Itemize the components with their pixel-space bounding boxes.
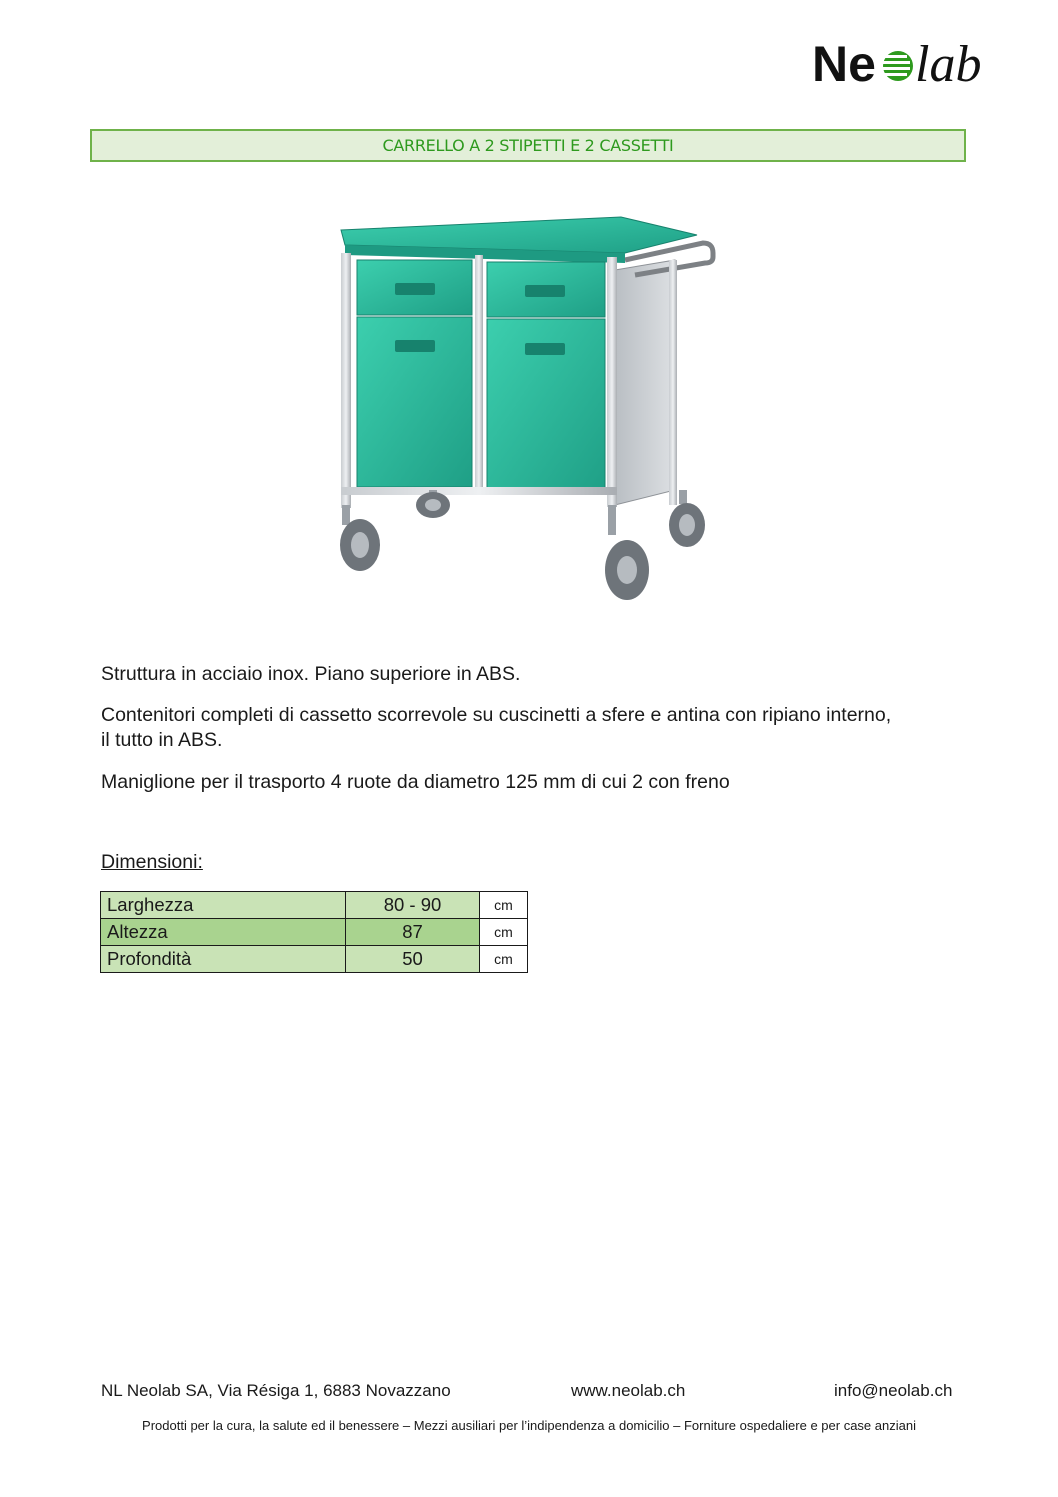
svg-text:Ne: Ne xyxy=(812,36,876,92)
dimension-value: 50 xyxy=(346,946,480,973)
dimensions-table xyxy=(100,891,528,973)
footer-address: NL Neolab SA, Via Résiga 1, 6883 Novazzano xyxy=(101,1381,451,1400)
neolab-logo-graphic xyxy=(812,34,1012,94)
dimension-unit: cm xyxy=(480,946,528,973)
dimension-value: 80 - 90 xyxy=(346,892,480,919)
neolab-logo xyxy=(812,34,1012,94)
product-image xyxy=(325,205,725,620)
table-row xyxy=(101,892,528,919)
product-title-bar xyxy=(90,129,966,162)
dimension-label: Altezza xyxy=(101,919,346,946)
dimension-label: Larghezza xyxy=(101,892,346,919)
table-row xyxy=(101,946,528,973)
trolley-illustration-icon xyxy=(325,205,725,620)
footer-website-link[interactable]: www.neolab.ch xyxy=(571,1381,686,1400)
footer-email-link[interactable]: info@neolab.ch xyxy=(834,1381,953,1400)
dimension-unit: cm xyxy=(480,892,528,919)
table-row xyxy=(101,919,528,946)
dimension-label: Profondità xyxy=(101,946,346,973)
description-line-handle-wheels: Maniglione per il trasporto 4 ruote da diametro 125 mm di cui 2 con freno xyxy=(101,771,730,793)
dimension-value: 87 xyxy=(346,919,480,946)
footer-tagline: Prodotti per la cura, la salute ed il benessere – Mezzi ausiliari per l’indipendenza a domicilio – Forniture ospedaliere e per case anziani xyxy=(142,1418,916,1433)
description-line-containers: Contenitori completi di cassetto scorrevole su cuscinetti a sfere e antina con ripiano interno, il tutto in ABS. xyxy=(101,704,892,751)
description-line-structure: Struttura in acciaio inox. Piano superiore in ABS. xyxy=(101,663,521,685)
logo-green-ball-icon xyxy=(883,51,913,81)
dimensions-heading: Dimensioni: xyxy=(101,851,203,873)
svg-text:lab: lab xyxy=(915,36,982,93)
product-title: CARRELLO A 2 STIPETTI E 2 CASSETTI xyxy=(382,136,674,155)
dimension-unit: cm xyxy=(480,919,528,946)
